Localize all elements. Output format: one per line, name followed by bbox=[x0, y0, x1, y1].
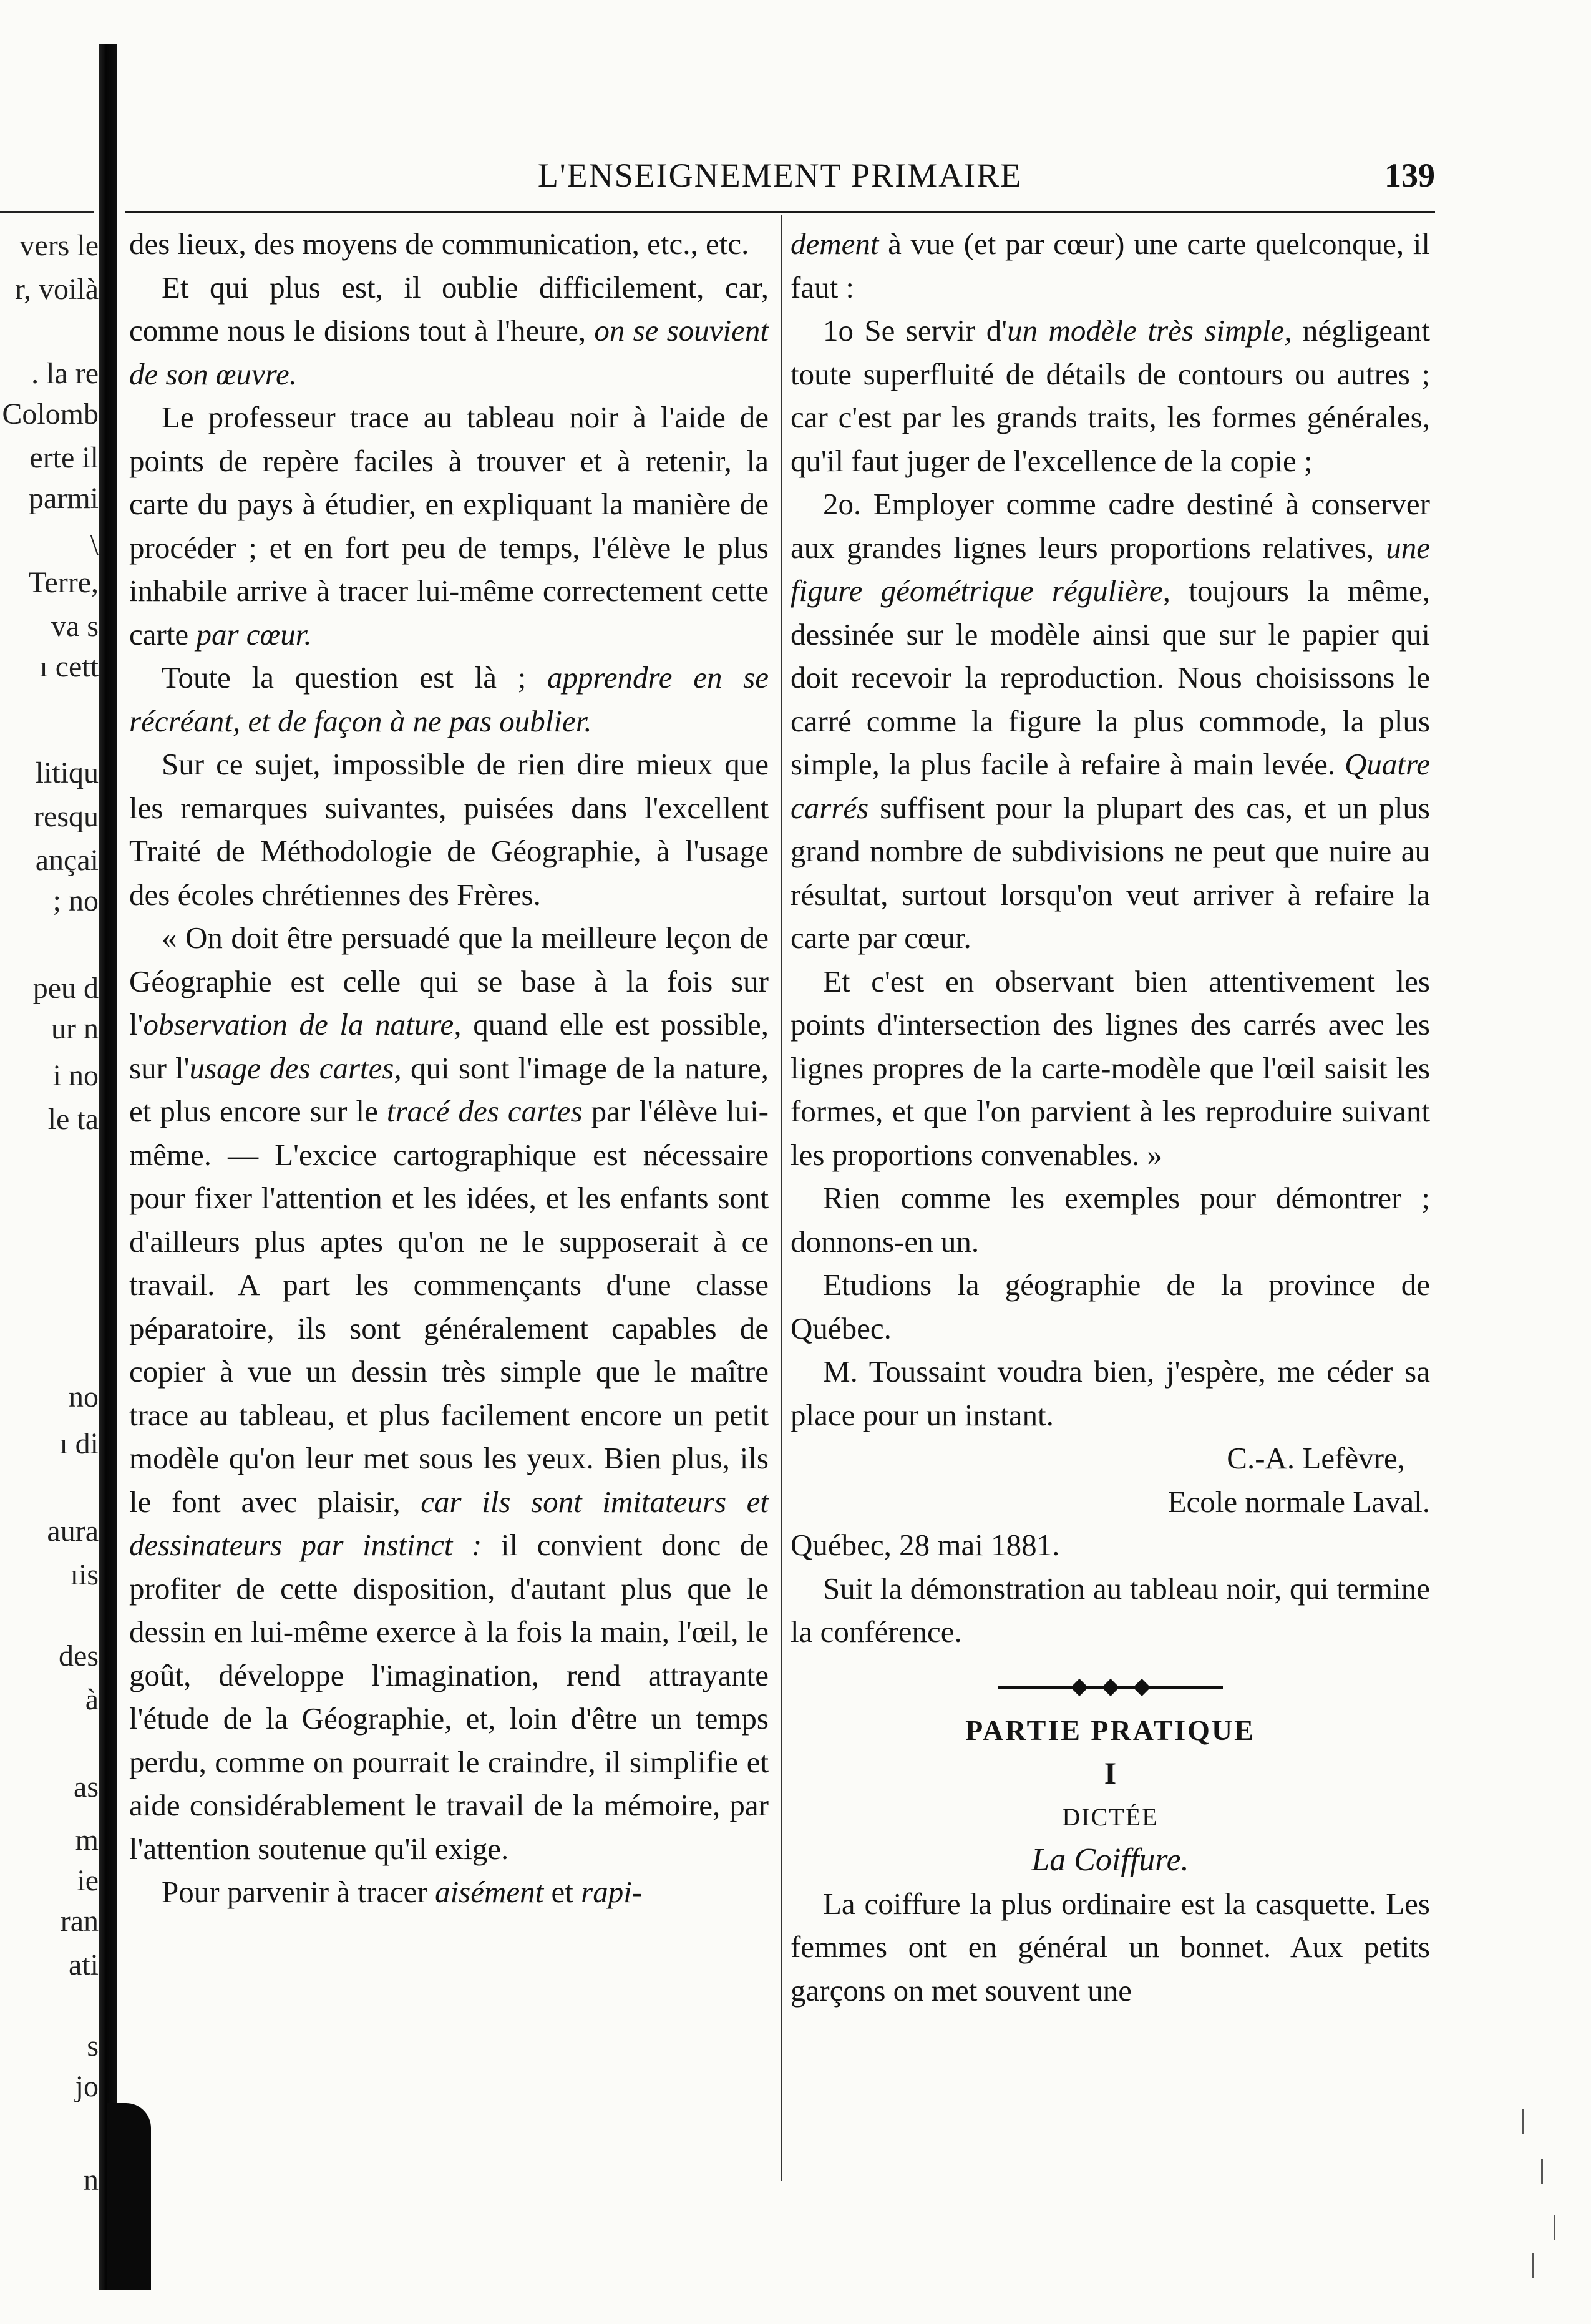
italic-text: par cœur. bbox=[196, 617, 312, 652]
text: suffisent pour la plupart des cas, et un plus grand nombre de subdivisions ne peut que nuire au résultat, surtout lorsqu'on veut arriver à refaire la carte par cœur. bbox=[791, 790, 1430, 955]
text: des lieux, des moyens de communication, etc., etc. bbox=[129, 227, 749, 261]
signature-school: Ecole normale Laval. bbox=[1167, 1484, 1430, 1519]
margin-fragment: parmi bbox=[29, 482, 99, 515]
paragraph bbox=[791, 960, 1430, 1177]
paragraph bbox=[129, 743, 769, 916]
paragraph bbox=[791, 1567, 1430, 1654]
header-rule bbox=[125, 211, 1435, 213]
italic-text: observation de la nature, bbox=[143, 1007, 462, 1042]
margin-fragment: vers le bbox=[19, 229, 99, 262]
paragraph bbox=[791, 1350, 1430, 1437]
ornament-diamond bbox=[1132, 1678, 1150, 1696]
text: négligeant toute superfluité de détails de contours ou autres ; car c'est par les grands traits, les formes générales, qu'il faut juger de l'excellence de la copie ; bbox=[791, 313, 1430, 478]
paragraph bbox=[791, 222, 1430, 309]
text: à vue (et par cœur) une carte quelconque, il faut : bbox=[791, 227, 1430, 305]
section-title: PARTIE PRATIQUE bbox=[965, 1714, 1255, 1746]
margin-fragment: litiqu bbox=[35, 756, 99, 789]
text: Le professeur trace au tableau noir à l'aide de points de repère faciles à trouver et à retenir, la carte du pays à étudier, en expliquant la manière de procéder ; et en fort peu de temps, l'élève le plus inhabile arrive à tracer lui-même correctement cette carte bbox=[129, 400, 769, 652]
signature-name: C.-A. Lefèvre, bbox=[1227, 1441, 1405, 1475]
margin-fragment: jo bbox=[75, 2070, 99, 2103]
text: M. Toussaint voudra bien, j'espère, me céder sa place pour un instant. bbox=[791, 1354, 1430, 1432]
margin-fragment: erte il bbox=[29, 441, 99, 474]
text: Pour parvenir à tracer bbox=[162, 1875, 435, 1909]
margin-fragment: ran bbox=[60, 1905, 99, 1938]
text: 1o Se servir d' bbox=[823, 313, 1008, 348]
margin-fragment: ati bbox=[69, 1948, 99, 1981]
margin-fragment: peu d bbox=[32, 972, 99, 1005]
text: « On doit être persuadé que la meilleure leçon de Géographie est celle qui se base à la fois sur l' bbox=[129, 920, 769, 1042]
dictee-label: DICTÉE bbox=[1062, 1802, 1159, 1831]
margin-fragment: r, voilà bbox=[14, 273, 99, 306]
text: Rien comme les exemples pour démontrer ; donnons-en un. bbox=[791, 1181, 1430, 1259]
ornament-diamond bbox=[1101, 1678, 1119, 1696]
text: qui sont l'image de la nature, et plus encore sur le bbox=[129, 1050, 769, 1128]
text: Et c'est en observant bien attentivement les points d'intersection des lignes des carrés avec les lignes propres de la carte-modèle que l'œil saisit les formes, et que l'on parvient à les reproduire suivant les proportions convenables. » bbox=[791, 964, 1430, 1172]
text: il convient donc de profiter de cette disposition, d'autant plus que le dessin en lui-même exerce à la fois la main, l'œil, le goût, développe l'imagination, rend attrayante l'étude de la Géographie, et, loin d'être un temps perdu, comme on pourrait le craindre, il simplifie et aide considérablement le travail de la mémoire, par l'attention soutenue qu'il exige. bbox=[129, 1528, 769, 1866]
margin-fragment: ançai bbox=[35, 844, 99, 877]
margin-fragment: ı cett bbox=[39, 650, 99, 683]
margin-fragment: va s bbox=[51, 610, 99, 643]
italic-text: car ils sont imitateurs et dessinateurs par instinct : bbox=[129, 1484, 769, 1562]
paragraph bbox=[791, 309, 1430, 482]
column-divider bbox=[781, 215, 782, 2181]
quoted-paragraph bbox=[129, 916, 769, 1870]
margin-fragment: resqu bbox=[34, 800, 99, 833]
text: par l'élève lui-même. — L'excice cartographique est nécessaire pour fixer l'attention et les idées, et les enfants sont d'ailleurs plus aptes qu'on ne le supposerait à ce travail. A part les commençants d'une classe péparatoire, ils sont généralement capables de copier à vue un dessin très simple que le maître trace au tableau, et plus facilement encore un petit modèle qu'on leur met sous les yeux. Bien plus, ils le font avec plaisir, bbox=[129, 1094, 769, 1519]
text: et bbox=[543, 1875, 581, 1909]
text: toujours la même, dessinée sur le modèle ainsi que sur le papier qui doit recevoir la reproduction. Nous choisissons le carré comme la figure la plus commode, la plus simple, la plus facile à refaire à main levée. bbox=[791, 574, 1430, 781]
paragraph bbox=[129, 1870, 769, 1914]
text: Et qui plus est, il oublie difficilement, car, comme nous le disions tout à l'heure, bbox=[129, 270, 769, 348]
paragraph bbox=[129, 656, 769, 743]
margin-fragment: as bbox=[74, 1770, 99, 1804]
margin-fragment: à bbox=[85, 1683, 99, 1716]
text: Sur ce sujet, impossible de rien dire mieux que les remarques suivantes, puisées dans l'excellent Traité de Méthodologie de Géographie, à l'usage des écoles chrétiennes des Frères. bbox=[129, 747, 769, 912]
margin-fragment: Terre, bbox=[28, 566, 99, 599]
italic-text: Quatre carrés bbox=[791, 747, 1430, 825]
previous-page-margin bbox=[0, 0, 99, 2324]
margin-fragment: des bbox=[59, 1639, 99, 1672]
text: Toute la question est là ; bbox=[162, 660, 547, 695]
paragraph bbox=[791, 1263, 1430, 1350]
paragraph bbox=[129, 266, 769, 396]
margin-fragment: . la re bbox=[31, 357, 99, 390]
margin-fragment: ; no bbox=[52, 884, 99, 917]
italic-text: dement bbox=[791, 227, 879, 261]
text: Etudions la géographie de la province de Québec. bbox=[791, 1267, 1430, 1345]
margin-fragment: ie bbox=[77, 1864, 99, 1897]
italic-text: un modèle très simple, bbox=[1007, 313, 1292, 348]
margin-fragment: le ta bbox=[47, 1103, 99, 1136]
paragraph bbox=[791, 1882, 1430, 2013]
paragraph bbox=[791, 1176, 1430, 1263]
paragraph bbox=[129, 396, 769, 656]
italic-text: rapi- bbox=[581, 1875, 643, 1909]
text: 2o. Employer comme cadre destiné à conserver aux grandes lignes leurs proportions relatives, bbox=[791, 487, 1430, 565]
page-number: 139 bbox=[1384, 157, 1435, 194]
paragraph bbox=[129, 222, 769, 266]
place-date: Québec, 28 mai 1881. bbox=[791, 1528, 1060, 1562]
ornament-diamond bbox=[1070, 1678, 1087, 1696]
margin-fragment: no bbox=[69, 1380, 99, 1413]
text: quand elle est possible, sur l' bbox=[129, 1007, 769, 1085]
running-header bbox=[125, 156, 1435, 206]
text: Suit la démonstration au tableau noir, qui termine la conférence. bbox=[791, 1571, 1430, 1649]
journal-title: L'ENSEIGNEMENT PRIMAIRE bbox=[537, 157, 1023, 194]
page-edge-marks bbox=[1485, 2109, 1572, 2297]
section-number: I bbox=[1104, 1755, 1117, 1790]
italic-text: apprendre en se récréant, et de façon à ne pas oublier. bbox=[129, 660, 769, 738]
section-ornament bbox=[998, 1679, 1223, 1696]
margin-fragment: m bbox=[75, 1824, 99, 1857]
right-column bbox=[791, 222, 1430, 2012]
margin-fragment: \ bbox=[90, 529, 99, 562]
italic-text: usage des cartes, bbox=[189, 1050, 402, 1085]
paragraph bbox=[791, 482, 1430, 960]
margin-fragment: ı di bbox=[59, 1427, 99, 1460]
margin-fragment: ıis bbox=[70, 1558, 99, 1591]
dictee-title: La Coiffure. bbox=[1031, 1842, 1189, 1878]
margin-fragment: n bbox=[84, 2164, 99, 2197]
italic-text: aisément bbox=[435, 1875, 544, 1909]
margin-fragment: i no bbox=[52, 1059, 99, 1092]
left-column bbox=[129, 222, 769, 1914]
italic-text: tracé des cartes bbox=[386, 1094, 583, 1128]
italic-text: on se souvient de son œuvre. bbox=[129, 313, 769, 391]
previous-page-rule bbox=[0, 211, 94, 213]
margin-fragment: aura bbox=[47, 1515, 99, 1548]
margin-fragment: ur n bbox=[51, 1012, 99, 1045]
binding-gutter bbox=[99, 44, 117, 2290]
text: La coiffure la plus ordinaire est la casquette. Les femmes ont en général un bonnet. Aux petits garçons on met souvent une bbox=[791, 1886, 1430, 2008]
margin-fragment: s bbox=[87, 2029, 99, 2063]
margin-fragment: Colomb bbox=[2, 398, 99, 431]
italic-text: une figure géométrique régulière, bbox=[791, 530, 1430, 608]
